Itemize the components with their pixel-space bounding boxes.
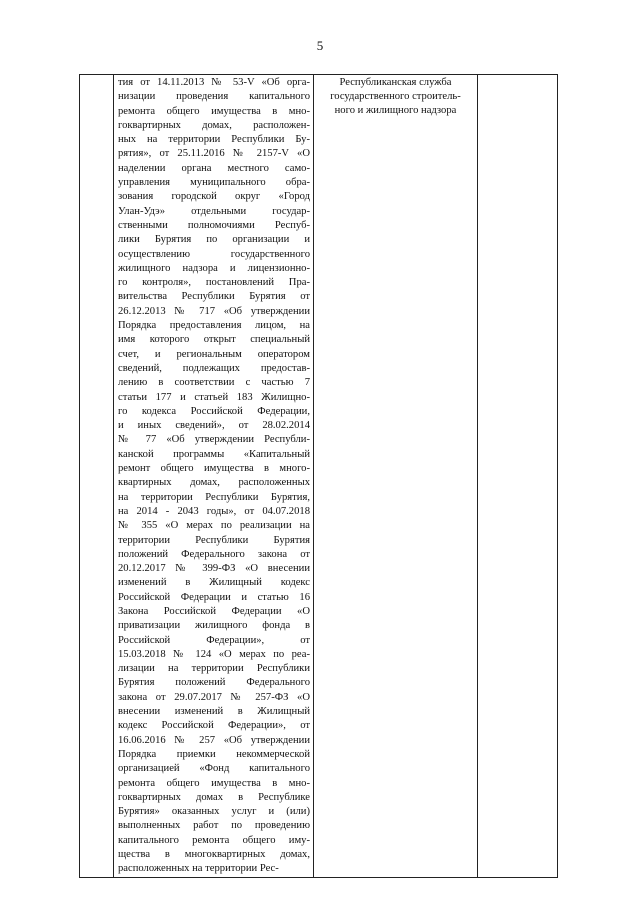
legal-acts-line: кодекс Российской Федерации», от [118, 720, 310, 732]
legal-acts-line: 26.12.2013 № 717 «Об утверждении [118, 305, 310, 317]
legal-acts-line: № 355 «О мерах по реализации на [118, 520, 310, 532]
legal-acts-line: капитального ремонта общего иму- [118, 834, 310, 846]
legal-acts-line: изменений в Жилищный кодекс [118, 577, 310, 589]
legal-acts-line: го кодекса Российской Федерации, [118, 405, 310, 417]
legal-acts-line: 20.12.2017 № 399-ФЗ «О внесении [118, 563, 310, 575]
legal-acts-line: го контроля», постановлений Пра- [118, 277, 310, 289]
page-number: 5 [316, 38, 324, 53]
legal-acts-line: жилищного надзора и лицензионно- [118, 262, 310, 274]
responsible-organization-cell [314, 75, 478, 878]
legal-acts-line: наделении органа местного само- [118, 162, 310, 174]
legal-acts-line: 15.03.2018 № 124 «О мерах по реа- [118, 648, 310, 660]
legal-acts-line: ственными полномочиями Респуб- [118, 219, 310, 231]
legal-acts-line: на территории Республики Бурятия, [118, 491, 310, 503]
legal-acts-line: приватизации жилищного фонда в [118, 620, 310, 632]
legal-acts-line: щества в многоквартирных домах, [118, 849, 310, 861]
legal-acts-line: имя которого открыт специальный [118, 334, 310, 346]
legal-acts-line: ремонт общего имущества в много- [118, 463, 310, 475]
legal-acts-line: ремонта общего имущества в мно- [118, 777, 310, 789]
legal-acts-line: расположенных на территории Рес- [118, 863, 279, 875]
legal-acts-line: Улан-Удэ» отдельными государ- [118, 205, 310, 217]
legal-acts-line: Порядка приемки некоммерческой [118, 748, 310, 760]
legal-acts-line: на 2014 - 2043 годы», от 04.07.2018 [118, 505, 310, 517]
legal-acts-line: ных на территории Республики Бу- [118, 134, 310, 146]
legal-acts-line: тия от 14.11.2013 № 53-V «Об орга- [118, 77, 310, 88]
legal-acts-line: гоквартирных домах, расположен- [118, 119, 310, 131]
legal-acts-line: вительства Республики Бурятия от [118, 291, 310, 303]
organization-line: Республиканская служба [339, 77, 452, 88]
legal-acts-line: выполненных работ по проведению [118, 820, 310, 832]
legal-acts-line: и иных сведений», от 28.02.2014 [118, 420, 310, 432]
legal-acts-line: 16.06.2016 № 257 «Об утверждении [118, 734, 310, 746]
legal-acts-line: Российской Федерации», от [118, 634, 310, 646]
legal-acts-line: лики Бурятия по организации и [118, 234, 310, 246]
legal-acts-line: положений Федерального закона от [118, 548, 310, 560]
legal-acts-line: рятия», от 25.11.2016 № 2157-V «О [118, 148, 310, 160]
legal-acts-line: канской программы «Капитальный [118, 448, 310, 460]
legal-acts-line: управления муниципального обра- [118, 177, 310, 189]
legal-acts-line: гоквартирных домах в Республике [118, 791, 310, 803]
legal-acts-line: статьи 177 и статьей 183 Жилищно- [118, 391, 310, 403]
legal-acts-line: внесении изменений в Жилищный [118, 706, 310, 718]
document-table [79, 74, 558, 878]
legal-acts-line: осуществлению государственного [118, 248, 310, 260]
legal-acts-line: лизации на территории Республики [118, 663, 310, 675]
legal-acts-text [114, 75, 313, 877]
legal-acts-line: организацией «Фонд капитального [118, 763, 310, 775]
legal-acts-line: № 77 «Об утверждении Республи- [118, 434, 310, 446]
legal-acts-line: Бурятия» оказанных услуг и (или) [118, 806, 310, 818]
legal-acts-line: низации проведения капитального [118, 91, 310, 103]
legal-acts-line: сведений, подлежащих предостав- [118, 362, 310, 374]
legal-acts-line: закона от 29.07.2017 № 257-ФЗ «О [118, 691, 310, 703]
legal-acts-line: квартирных домах, расположенных [118, 477, 310, 489]
legal-acts-line: Бурятия положений Федерального [118, 677, 310, 689]
empty-cell [478, 75, 558, 878]
number-cell [80, 75, 114, 878]
legal-acts-line: зования городской округ «Город [118, 191, 310, 203]
organization-line: государственного строитель- [330, 91, 461, 102]
legal-acts-line: счет, и региональным оператором [118, 348, 310, 360]
legal-acts-line: Закона Российской Федерации «О [118, 605, 310, 617]
legal-acts-cell [114, 75, 314, 878]
legal-acts-line: территории Республики Бурятия [118, 534, 310, 546]
organization-line: ного и жилищного надзора [334, 105, 457, 116]
responsible-organization-text [314, 75, 477, 118]
table-row [80, 75, 558, 878]
legal-acts-line: Порядка предоставления лицом, на [118, 320, 310, 332]
legal-acts-line: ремонта общего имущества в мно- [118, 105, 310, 117]
legal-acts-line: лению в соответствии с частью 7 [118, 377, 310, 389]
legal-acts-line: Российской Федерации и статью 16 [118, 591, 310, 603]
